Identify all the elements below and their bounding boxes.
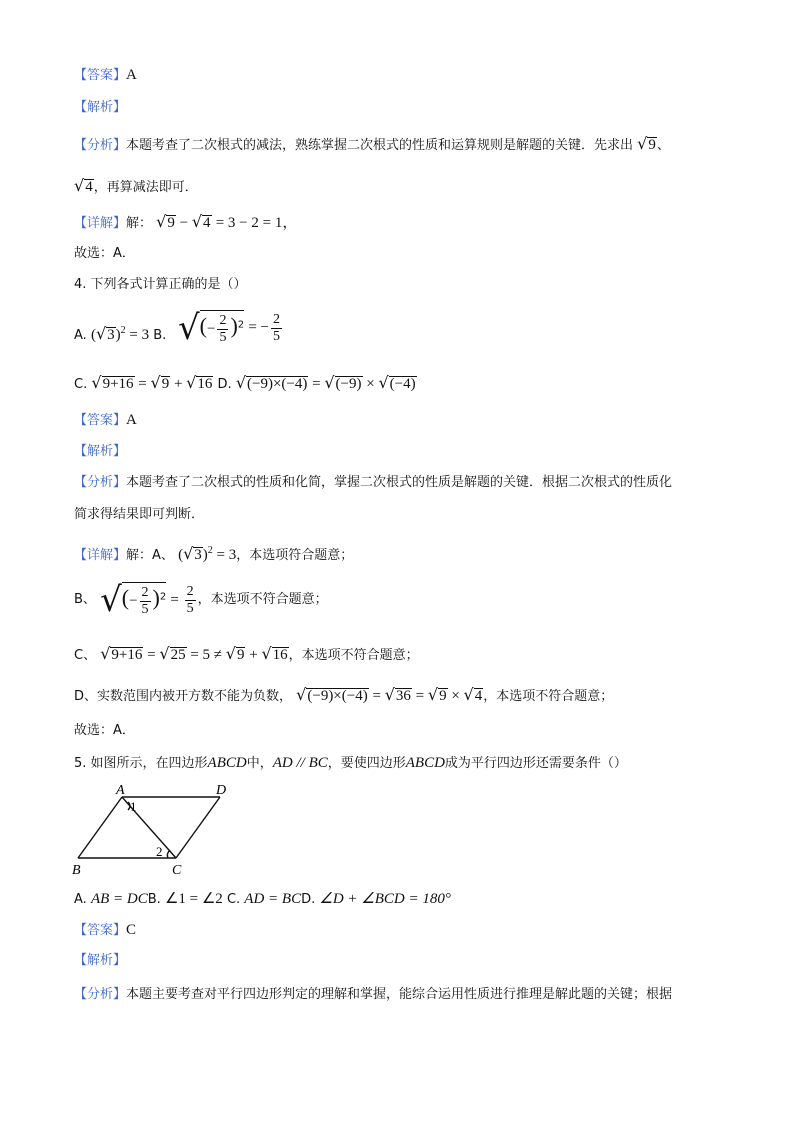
sqrt-symbol: √ [156, 212, 167, 231]
opt-A-expr: AB = DC [90, 891, 148, 907]
detail-tag: 【详解】 [74, 216, 127, 231]
quadrilateral-figure [70, 780, 240, 880]
opt-label: C. [226, 892, 241, 907]
separator: 、 [656, 138, 670, 153]
detail-lead: B、 [74, 592, 96, 607]
q4-choice-line: 故选：A． [74, 723, 135, 738]
detail-tail: ，本选项符合题意； [236, 548, 354, 563]
stem-part: 5. 如图所示，在四边形 [74, 756, 208, 771]
q4-stem: 4. 下列各式计算正确的是（） [74, 277, 247, 292]
quad-name: ABCD [207, 755, 247, 771]
detail-lead: C、 [74, 648, 97, 663]
q4-fenxi-line-1 [74, 474, 672, 492]
opt-label: B. [153, 328, 167, 343]
sqrt-symbol: √ [74, 176, 85, 195]
detail-tail: ，本选项不符合题意； [483, 689, 614, 704]
fenxi-line-1 [74, 135, 670, 155]
q4-detail-D: D、实数范围内被开方数不能为负数， √(−9)×(−4) = √36 = √9 × √4，本选项不符合题意； [74, 685, 614, 704]
fenxi-line-2 [74, 177, 198, 197]
angle-1-label: 1 [130, 799, 137, 814]
fenxi-text: 本题主要考查对平行四边形判定的理解和掌握，能综合运用性质进行推理是解此题的关键；根据 [126, 987, 673, 1002]
q5-stem [74, 754, 627, 773]
vertex-B-label: B [72, 863, 81, 878]
angle-2-label: 2 [156, 844, 163, 859]
sqrt-symbol: √ [637, 134, 648, 153]
detail-tail: ，本选项不符合题意； [197, 592, 328, 607]
opt-D-expr: ∠D + ∠BCD = 180° [319, 891, 451, 907]
q4-detail-A: 【详解】解：A、 $(√3)^2 = 3$，本选项符合题意； [74, 544, 354, 563]
fenxi-tag: 【分析】 [74, 475, 127, 490]
opt-label: D. [217, 377, 232, 392]
analysis-heading: 【解析】 [74, 100, 127, 115]
answer-value: C [126, 922, 137, 938]
fenxi-text-2: ，再算减法即可． [93, 180, 198, 195]
detail-lead: D、实数范围内被开方数不能为负数， [74, 689, 293, 704]
stem-part: ，要使四边形 [327, 756, 406, 771]
sqrt-9: 9 [648, 137, 656, 153]
fenxi-text: 本题考查了二次根式的减法，熟练掌握二次根式的性质和运算规则是解题的关键．先求出 [126, 138, 634, 153]
choice-line: 故选：A． [74, 246, 135, 261]
answer-tag: 【答案】 [74, 68, 127, 83]
detail-lead: 解：A、 [126, 548, 174, 563]
answer-tag: 【答案】 [74, 413, 127, 428]
detail-tail: ，本选项不符合题意； [288, 648, 419, 663]
sqrt-symbol: √ [191, 212, 203, 231]
opt-label: A. [74, 892, 87, 907]
vertex-C-label: C [172, 863, 182, 878]
sqrt-4: 4 [203, 215, 211, 231]
q4-detail-C: C、 √9+16 = √25 = 5 ≠ √9 + √16，本选项不符合题意； [74, 644, 419, 663]
q4-detail-B: B、 √(− $\frac{2}{5}$ )$^2$ = $\frac{2}{5}$ ，本选项不符合题意； [74, 580, 328, 620]
q5-answer-line [74, 921, 136, 940]
answer-tag: 【答案】 [74, 923, 127, 938]
fenxi-tag: 【分析】 [74, 987, 127, 1002]
q5-fenxi-line-1 [74, 986, 672, 1004]
parallel-condition: AD // BC [272, 755, 328, 771]
sqrt-4: 4 [85, 179, 93, 195]
q4-option-C: C. √9+16 = √9 + √16 D. √(−9)×(−4) = √(−9) × √(−4) [74, 373, 416, 392]
vertex-A-label: A [116, 783, 125, 798]
opt-expr: = 3 [129, 327, 150, 343]
detail-result: = 3 − 2 = 1， [215, 215, 298, 231]
detail-tag: 【详解】 [74, 548, 127, 563]
stem-part: 中， [246, 756, 273, 771]
q4-answer-line [74, 411, 137, 430]
q5-analysis-heading: 【解析】 [74, 953, 127, 968]
detail-lead: 解： [126, 216, 153, 231]
q4-fenxi-line-2: 简求得结果即可判断． [74, 507, 205, 522]
opt-label: A. [74, 328, 87, 343]
detail-line: 【详解】解： √9 − √4 = 3 − 2 = 1， [74, 212, 298, 231]
answer-value: A [126, 412, 137, 428]
sqrt-9: 9 [167, 215, 175, 231]
opt-label: C. [74, 377, 88, 392]
answer-line [74, 66, 137, 85]
quad-name: ABCD [405, 755, 445, 771]
fenxi-text: 本题考查了二次根式的性质和化简，掌握二次根式的性质是解题的关键．根据二次根式的性质化 [126, 475, 673, 490]
q5-options [74, 890, 451, 909]
opt-B-expr: ∠1 = ∠2 [164, 891, 223, 907]
q4-analysis-heading: 【解析】 [74, 444, 127, 459]
q4-option-B-expr: √(− $\frac{2}{5}$ )$^2$ = − $\frac{2}{5}$ [178, 308, 280, 348]
opt-label: D. [301, 892, 316, 907]
opt-label: B. [147, 892, 161, 907]
fenxi-tag: 【分析】 [74, 138, 127, 153]
stem-part: 成为平行四边形还需要条件（） [444, 756, 627, 771]
opt-C-expr: AD = BC [244, 891, 302, 907]
answer-value: A [126, 67, 137, 83]
vertex-D-label: D [216, 783, 227, 798]
q4-option-A: A. $(√3)^2 = 3$ B. [74, 324, 167, 343]
